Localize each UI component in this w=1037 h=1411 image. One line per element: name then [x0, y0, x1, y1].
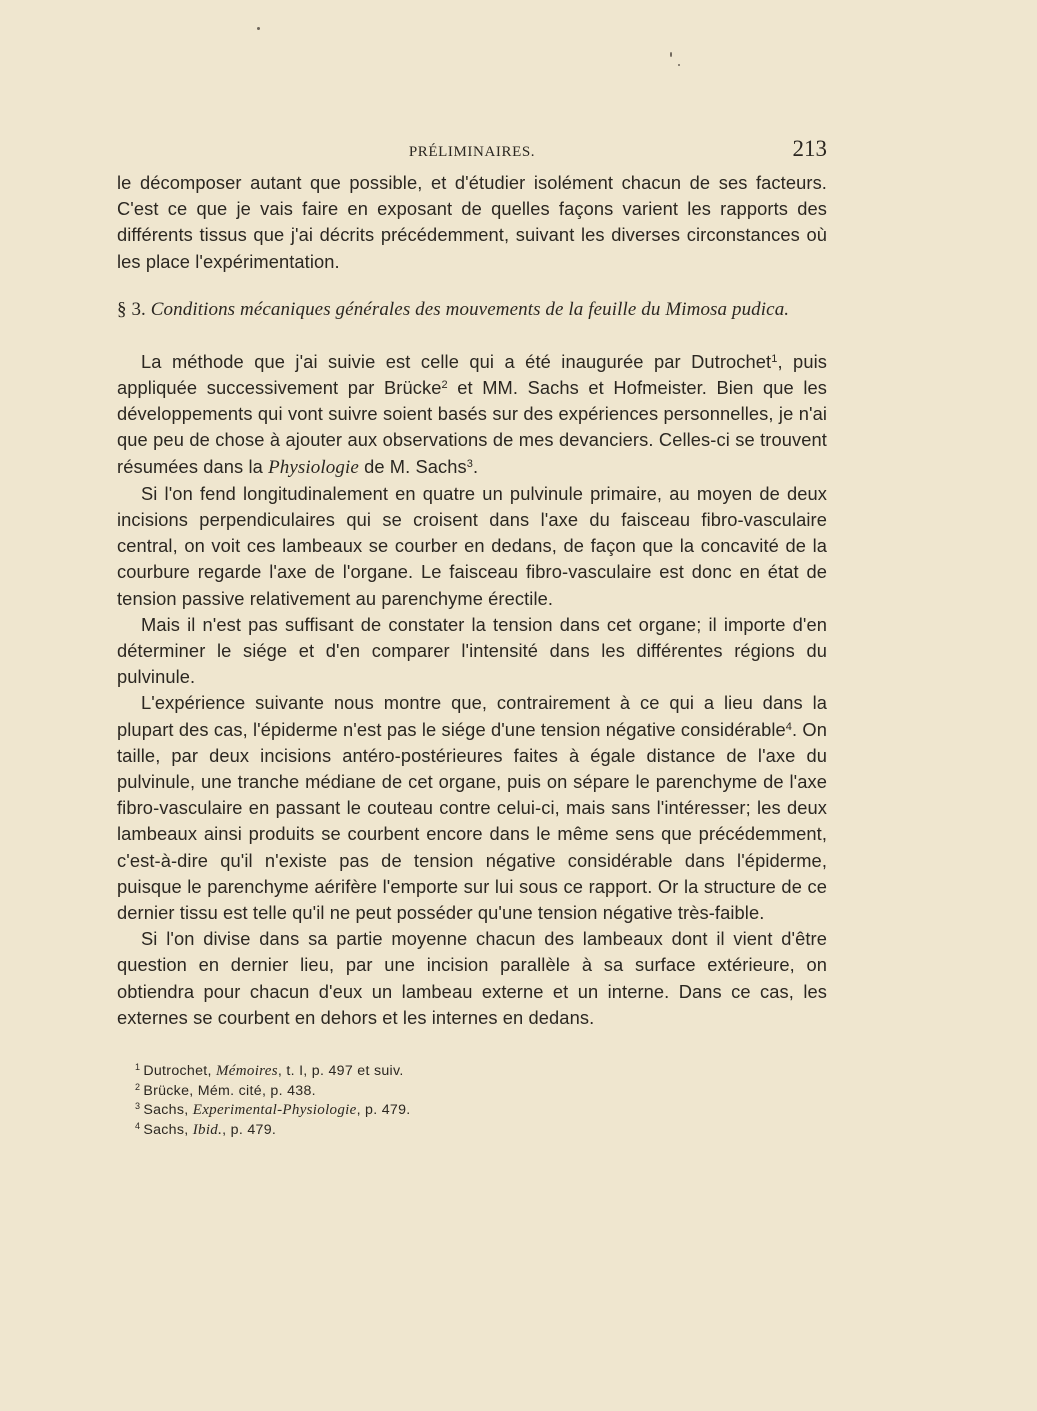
- footnote: [135, 1101, 635, 1121]
- paper-speck: [257, 27, 260, 30]
- footnote-text: , t. I, p. 497 et suiv.: [277, 1063, 404, 1079]
- page-header: [117, 136, 827, 168]
- text-run: de M. Sachs: [358, 455, 467, 477]
- footnote-number: 3: [135, 1101, 141, 1111]
- paragraph: Si l'on fend longitudinalement en quatre un pulvinule primaire, au moyen de deux incisions perpendiculaires qui se croisent dans l'axe du faisceau fibro-vasculaire central, on voit ces lambeaux se courber en dedans, de façon que la concavité de la courbure regarde l'axe de l'organe. Le faisceau fibro-vasculaire est donc en état de tension passive relativement au parenchyme érectile.: [117, 482, 827, 609]
- paragraph: [117, 690, 827, 926]
- footnote-ref: 3: [466, 457, 473, 470]
- footnote-number: 1: [135, 1062, 141, 1072]
- footnote-title: Mémoires: [216, 1063, 278, 1079]
- footnote-number: 4: [135, 1120, 141, 1131]
- paper-speck: [678, 64, 680, 66]
- footnote: [135, 1062, 635, 1082]
- footnote-text: Dutrochet,: [143, 1063, 217, 1079]
- footnote-text: , p. 479.: [356, 1102, 411, 1118]
- paragraph: [117, 349, 827, 481]
- paragraph: Mais il n'est pas suffisant de constater la tension dans cet organe; il importe d'en déterminer le siége et d'en comparer l'intensité dans les différentes régions du pulvinule.: [117, 613, 827, 688]
- section-heading: [117, 297, 827, 323]
- footnote-ref: 4: [785, 720, 792, 733]
- footnotes: [135, 1062, 635, 1140]
- page-number: 213: [792, 136, 827, 161]
- text-run: .: [473, 455, 479, 477]
- text-run: L'expérience suivante nous montre que, contrairement à ce qui a lieu dans la plupart des cas, l'épiderme n'est pas le siége d'une tension négative considérable: [117, 692, 827, 740]
- footnote-number: 2: [135, 1081, 141, 1092]
- paragraph: Si l'on divise dans sa partie moyenne chacun des lambeaux dont il vient d'être question en dernier lieu, par une incision parallèle à sa surface extérieure, on obtiendra pour chacun d'eux un lambeau externe et un interne. Dans ce cas, les externes se courbent en dehors et les internes en dedans.: [117, 928, 827, 1028]
- section-title: Conditions mécaniques générales des mouvements de la feuille du Mimosa pudica.: [150, 298, 790, 320]
- running-head: PRÉLIMINAIRES.: [408, 144, 536, 160]
- paragraph: le décomposer autant que possible, et d'étudier isolément chacun de ses facteurs. C'est ce que je vais faire en exposant de quelles façons varient les rapports des différents tissus que j'ai décrits précédemment, suivant les diverses circonstances où les place l'expérimentation.: [117, 172, 827, 272]
- text-run: . On taille, par deux incisions antéro-postérieures faites à égale distance de l'axe du pulvinule, une tranche médiane de cet organe, puis on sépare le parenchyme de l'axe fibro-vasculaire en passant le couteau contre celui-ci, mais sans l'intéresser; les deux lambeaux ainsi produits se courbent encore dans le même sens que précédemment, c'est-à-dire qu'il n'existe pas de tension négative considérable dans l'épiderme, puisque le parenchyme aérifère l'emporte sur lui sous ce rapport. Or la structure de ce dernier tissu est telle qu'il ne peut posséder qu'une tension négative très-faible.: [117, 718, 827, 924]
- footnote-text: Sachs,: [143, 1102, 193, 1118]
- text-run: La méthode que j'ai suivie est celle qui a été inaugurée par Dutrochet: [141, 350, 772, 372]
- footnote-text: Sachs,: [143, 1121, 193, 1138]
- section-number: § 3.: [117, 298, 146, 320]
- text-run: et MM. Sachs et Hofmeister. Bien que les développements qui vont suivre soient basés sur des expériences personnelles, je n'ai que peu de chose à ajouter aux observations de mes devanciers. Celles-ci se trouvent résumées dans la: [117, 377, 827, 477]
- footnote-text: , p. 479.: [222, 1121, 277, 1138]
- footnote-ref: 2: [441, 379, 448, 392]
- paper-speck: [670, 52, 672, 57]
- footnote-text: Brücke, Mém. cité, p. 438.: [143, 1082, 316, 1099]
- footnote: [135, 1121, 635, 1141]
- footnote-ref: 1: [771, 352, 778, 365]
- book-title: Physiologie: [268, 456, 359, 478]
- footnote: [135, 1082, 635, 1102]
- body-text: [117, 170, 827, 1031]
- footnote-title: Experimental-Physiologie: [192, 1102, 357, 1118]
- text-run: , puis appliquée successivement par Brücke: [117, 350, 827, 399]
- footnote-title: Ibid.: [192, 1121, 223, 1138]
